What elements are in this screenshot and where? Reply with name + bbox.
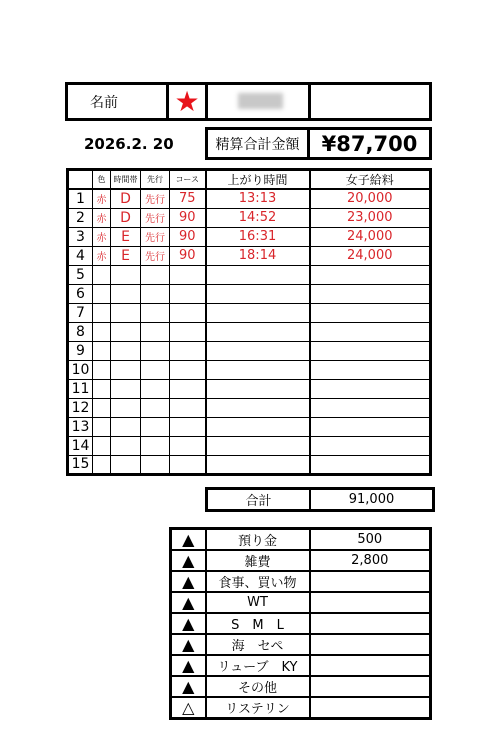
deduction-value[interactable] bbox=[310, 592, 431, 613]
row-end-time[interactable] bbox=[206, 398, 310, 417]
row-advance[interactable] bbox=[141, 265, 170, 284]
deduction-row bbox=[171, 697, 431, 719]
row-advance[interactable]: 先行 bbox=[141, 246, 170, 265]
sum-label: 合計 bbox=[207, 489, 311, 511]
row-number: 7 bbox=[68, 303, 93, 322]
name-table bbox=[65, 82, 432, 121]
row-time-band[interactable] bbox=[111, 455, 141, 474]
total-label: 精算合計金額 bbox=[207, 129, 309, 159]
deduction-row bbox=[171, 676, 431, 697]
date: 2026.2. 20 bbox=[84, 135, 174, 153]
row-end-time[interactable] bbox=[206, 303, 310, 322]
deduction-label: 食事、買い物 bbox=[206, 571, 310, 592]
row-color[interactable] bbox=[93, 265, 111, 284]
deduction-label: S M L bbox=[206, 613, 310, 634]
row-time-band[interactable] bbox=[111, 322, 141, 341]
row-number: 12 bbox=[68, 398, 93, 417]
row-end-time[interactable] bbox=[206, 360, 310, 379]
row-end-time[interactable] bbox=[206, 379, 310, 398]
row-end-time[interactable]: 13:13 bbox=[206, 189, 310, 208]
header-salary: 女子給料 bbox=[310, 170, 431, 190]
row-advance[interactable]: 先行 bbox=[141, 227, 170, 246]
row-number: 1 bbox=[68, 189, 93, 208]
header-time-band: 時間帯 bbox=[111, 170, 141, 190]
row-advance[interactable] bbox=[141, 398, 170, 417]
deduction-row bbox=[171, 655, 431, 676]
row-salary[interactable]: 20,000 bbox=[310, 189, 431, 208]
row-end-time[interactable] bbox=[206, 284, 310, 303]
row-course[interactable] bbox=[170, 341, 206, 360]
table-row bbox=[68, 322, 431, 341]
row-time-band[interactable] bbox=[111, 360, 141, 379]
row-course[interactable]: 90 bbox=[170, 208, 206, 227]
row-advance[interactable] bbox=[141, 379, 170, 398]
header-end-time: 上がり時間 bbox=[206, 170, 310, 190]
row-salary[interactable]: 24,000 bbox=[310, 246, 431, 265]
row-course[interactable]: 75 bbox=[170, 189, 206, 208]
row-number: 13 bbox=[68, 417, 93, 436]
row-end-time[interactable]: 16:31 bbox=[206, 227, 310, 246]
row-advance[interactable] bbox=[141, 284, 170, 303]
row-color[interactable] bbox=[93, 360, 111, 379]
row-salary[interactable] bbox=[310, 360, 431, 379]
row-number: 9 bbox=[68, 341, 93, 360]
table-row bbox=[68, 341, 431, 360]
deduction-value[interactable] bbox=[310, 613, 431, 634]
blurred-name bbox=[238, 93, 283, 109]
deduction-mark-icon: ▲ bbox=[171, 634, 206, 655]
table-row bbox=[68, 246, 431, 265]
row-course[interactable] bbox=[170, 436, 206, 455]
row-course[interactable] bbox=[170, 417, 206, 436]
header-course: コース bbox=[170, 170, 206, 190]
row-advance[interactable] bbox=[141, 436, 170, 455]
deduction-mark-icon: △ bbox=[171, 697, 206, 719]
row-course[interactable] bbox=[170, 303, 206, 322]
row-number: 3 bbox=[68, 227, 93, 246]
row-time-band[interactable]: D bbox=[111, 208, 141, 227]
row-advance[interactable] bbox=[141, 303, 170, 322]
row-salary[interactable]: 23,000 bbox=[310, 208, 431, 227]
row-time-band[interactable] bbox=[111, 265, 141, 284]
deduction-mark-icon: ▲ bbox=[171, 655, 206, 676]
deduction-label: リステリン bbox=[206, 697, 310, 719]
row-end-time[interactable]: 18:14 bbox=[206, 246, 310, 265]
row-advance[interactable] bbox=[141, 322, 170, 341]
table-row bbox=[68, 379, 431, 398]
row-advance[interactable] bbox=[141, 360, 170, 379]
row-salary[interactable] bbox=[310, 284, 431, 303]
table-row bbox=[68, 436, 431, 455]
row-color[interactable] bbox=[93, 455, 111, 474]
row-time-band[interactable] bbox=[111, 436, 141, 455]
name-label: 名前 bbox=[67, 84, 168, 120]
deduction-value[interactable] bbox=[310, 571, 431, 592]
table-row bbox=[68, 208, 431, 227]
row-salary[interactable] bbox=[310, 417, 431, 436]
row-end-time[interactable] bbox=[206, 417, 310, 436]
total-value: ¥87,700 bbox=[309, 129, 431, 159]
deduction-mark-icon: ▲ bbox=[171, 676, 206, 697]
row-salary[interactable] bbox=[310, 455, 431, 474]
name-field[interactable] bbox=[207, 84, 310, 120]
name-extra-field[interactable] bbox=[310, 84, 431, 120]
table-row bbox=[68, 227, 431, 246]
row-number: 6 bbox=[68, 284, 93, 303]
deduction-row bbox=[171, 592, 431, 613]
row-salary[interactable] bbox=[310, 436, 431, 455]
star-icon: ★ bbox=[168, 84, 207, 120]
header-advance: 先行 bbox=[141, 170, 170, 190]
row-time-band[interactable]: E bbox=[111, 227, 141, 246]
row-course[interactable] bbox=[170, 265, 206, 284]
table-row bbox=[68, 303, 431, 322]
row-color[interactable] bbox=[93, 303, 111, 322]
deduction-label: その他 bbox=[206, 676, 310, 697]
row-time-band[interactable]: D bbox=[111, 189, 141, 208]
deduction-value[interactable]: 2,800 bbox=[310, 550, 431, 571]
row-salary[interactable] bbox=[310, 341, 431, 360]
deduction-label: WT bbox=[206, 592, 310, 613]
deduction-mark-icon: ▲ bbox=[171, 613, 206, 634]
record-table bbox=[66, 168, 432, 476]
row-time-band[interactable] bbox=[111, 379, 141, 398]
row-course[interactable] bbox=[170, 284, 206, 303]
deduction-mark-icon: ▲ bbox=[171, 529, 206, 551]
row-time-band[interactable] bbox=[111, 303, 141, 322]
row-number: 15 bbox=[68, 455, 93, 474]
row-salary[interactable] bbox=[310, 265, 431, 284]
row-course[interactable]: 90 bbox=[170, 227, 206, 246]
row-course[interactable]: 90 bbox=[170, 246, 206, 265]
deduction-label: リューブ KY bbox=[206, 655, 310, 676]
row-advance[interactable]: 先行 bbox=[141, 208, 170, 227]
table-row bbox=[68, 284, 431, 303]
row-course[interactable] bbox=[170, 398, 206, 417]
deduction-mark-icon: ▲ bbox=[171, 592, 206, 613]
row-end-time[interactable]: 14:52 bbox=[206, 208, 310, 227]
deduction-value[interactable] bbox=[310, 634, 431, 655]
deduction-row bbox=[171, 613, 431, 634]
table-row bbox=[68, 455, 431, 474]
row-number: 10 bbox=[68, 360, 93, 379]
row-salary[interactable] bbox=[310, 303, 431, 322]
table-row bbox=[68, 360, 431, 379]
deduction-row bbox=[171, 634, 431, 655]
row-time-band[interactable] bbox=[111, 284, 141, 303]
row-number: 14 bbox=[68, 436, 93, 455]
deduction-label: 雑費 bbox=[206, 550, 310, 571]
row-number: 2 bbox=[68, 208, 93, 227]
row-end-time[interactable] bbox=[206, 341, 310, 360]
table-row bbox=[68, 417, 431, 436]
row-course[interactable] bbox=[170, 322, 206, 341]
row-time-band[interactable]: E bbox=[111, 246, 141, 265]
total-table bbox=[205, 127, 432, 160]
row-course[interactable] bbox=[170, 455, 206, 474]
deduction-value[interactable] bbox=[310, 676, 431, 697]
row-color[interactable]: 赤 bbox=[93, 208, 111, 227]
row-advance[interactable] bbox=[141, 341, 170, 360]
row-number: 11 bbox=[68, 379, 93, 398]
deduction-value[interactable] bbox=[310, 655, 431, 676]
row-number: 4 bbox=[68, 246, 93, 265]
row-color[interactable] bbox=[93, 436, 111, 455]
deduction-label: 海 セペ bbox=[206, 634, 310, 655]
sum-table bbox=[205, 487, 435, 512]
row-time-band[interactable] bbox=[111, 398, 141, 417]
deduction-mark-icon: ▲ bbox=[171, 550, 206, 571]
row-salary[interactable] bbox=[310, 322, 431, 341]
row-salary[interactable] bbox=[310, 379, 431, 398]
deduction-mark-icon: ▲ bbox=[171, 571, 206, 592]
deduction-row bbox=[171, 550, 431, 571]
row-color[interactable]: 赤 bbox=[93, 246, 111, 265]
row-advance[interactable]: 先行 bbox=[141, 189, 170, 208]
row-end-time[interactable] bbox=[206, 436, 310, 455]
row-advance[interactable] bbox=[141, 455, 170, 474]
row-end-time[interactable] bbox=[206, 322, 310, 341]
row-color[interactable] bbox=[93, 341, 111, 360]
row-color[interactable] bbox=[93, 379, 111, 398]
row-salary[interactable]: 24,000 bbox=[310, 227, 431, 246]
deduction-value[interactable]: 500 bbox=[310, 529, 431, 551]
header-color: 色 bbox=[93, 170, 111, 190]
row-advance[interactable] bbox=[141, 417, 170, 436]
row-end-time[interactable] bbox=[206, 455, 310, 474]
table-row bbox=[68, 265, 431, 284]
row-color[interactable] bbox=[93, 417, 111, 436]
deduction-row bbox=[171, 571, 431, 592]
deduction-label: 預り金 bbox=[206, 529, 310, 551]
deductions-table bbox=[169, 527, 432, 720]
table-row bbox=[68, 398, 431, 417]
table-row bbox=[68, 189, 431, 208]
row-end-time[interactable] bbox=[206, 265, 310, 284]
row-color[interactable] bbox=[93, 398, 111, 417]
row-course[interactable] bbox=[170, 360, 206, 379]
row-number: 8 bbox=[68, 322, 93, 341]
row-time-band[interactable] bbox=[111, 417, 141, 436]
deduction-row bbox=[171, 529, 431, 551]
row-number: 5 bbox=[68, 265, 93, 284]
row-salary[interactable] bbox=[310, 398, 431, 417]
header-no bbox=[68, 170, 93, 190]
row-color[interactable]: 赤 bbox=[93, 189, 111, 208]
row-course[interactable] bbox=[170, 379, 206, 398]
sum-value: 91,000 bbox=[310, 489, 434, 511]
row-color[interactable] bbox=[93, 284, 111, 303]
deduction-value[interactable] bbox=[310, 697, 431, 719]
row-color[interactable] bbox=[93, 322, 111, 341]
row-time-band[interactable] bbox=[111, 341, 141, 360]
row-color[interactable]: 赤 bbox=[93, 227, 111, 246]
